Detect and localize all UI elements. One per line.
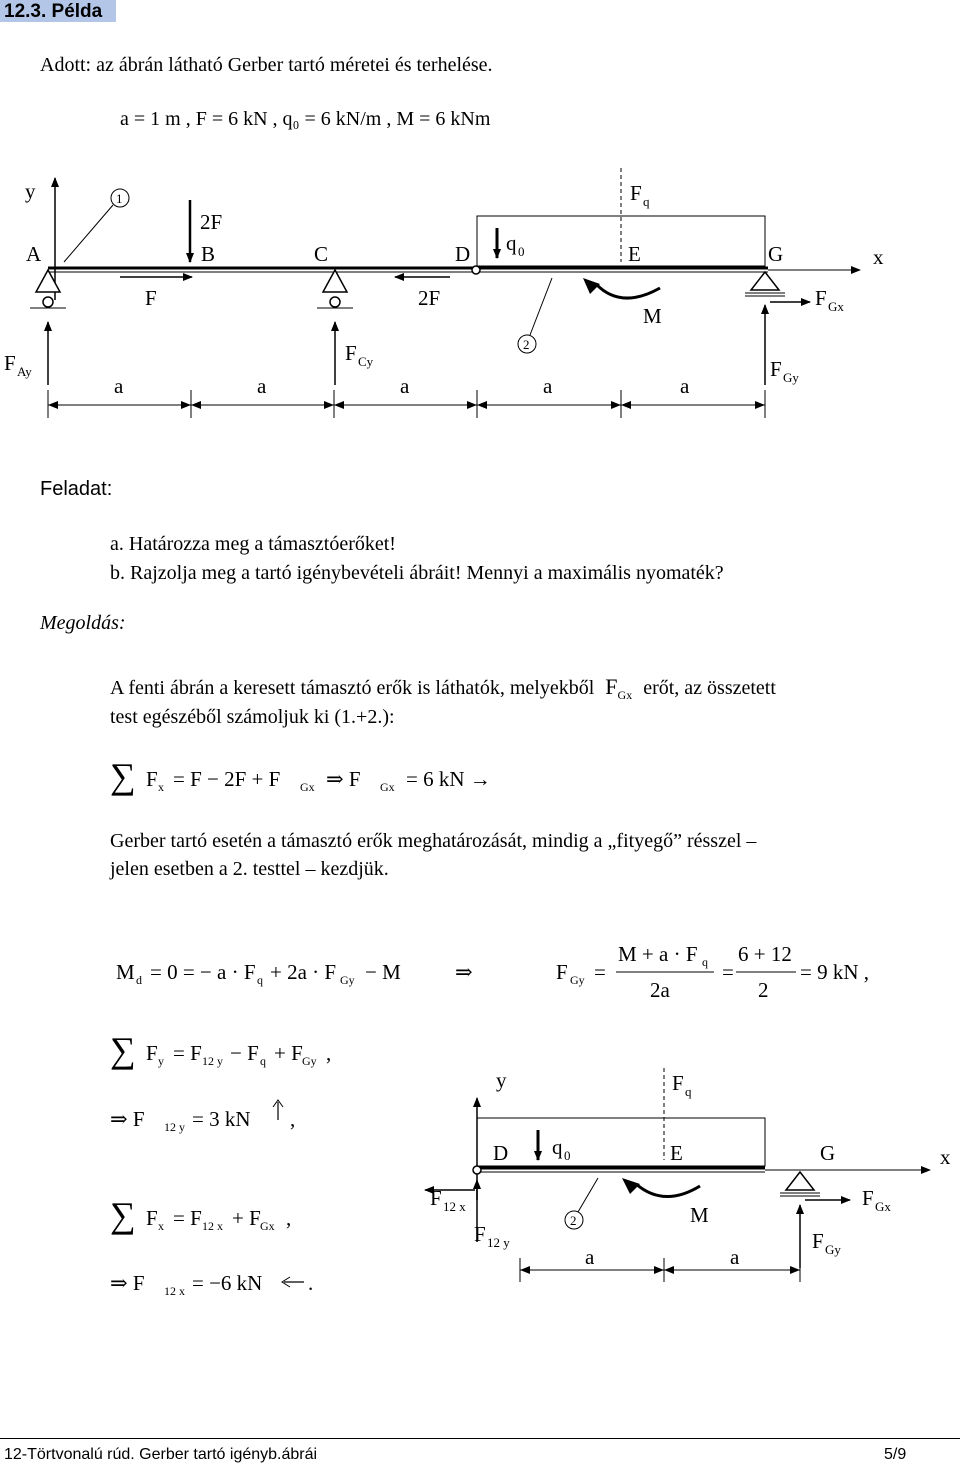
- section-header: [0, 0, 116, 22]
- svg-text:= 0 = − a · F: = 0 = − a · F: [150, 960, 256, 984]
- task-label: Feladat:: [40, 478, 113, 500]
- svg-text:∑: ∑: [110, 756, 136, 796]
- body-2-label: 2: [523, 337, 530, 352]
- d2-dim-a-2: a: [730, 1245, 740, 1269]
- svg-text:Gy: Gy: [340, 973, 355, 987]
- sum-fx-equation: [110, 756, 530, 800]
- svg-text:M + a · F: M + a · F: [618, 942, 698, 966]
- d2-point-e-label: E: [670, 1141, 683, 1165]
- body-2-free-body-diagram: [420, 1060, 960, 1290]
- svg-text:,: ,: [290, 1107, 296, 1131]
- f12x-result: [110, 1262, 340, 1302]
- footer-divider: [0, 1438, 960, 1439]
- svg-text:,: ,: [286, 1206, 292, 1230]
- f12y-result: [110, 1098, 330, 1138]
- d2-f12y-sub: 12 y: [487, 1235, 510, 1250]
- fgy-label: F: [770, 357, 782, 381]
- dim-a-3: a: [400, 374, 410, 398]
- d2-q0-sub: 0: [564, 1148, 571, 1163]
- d2-x-axis-label: x: [940, 1145, 951, 1169]
- svg-text:12 y: 12 y: [164, 1120, 185, 1134]
- dim-a-2: a: [257, 374, 267, 398]
- svg-text:F: F: [556, 960, 568, 984]
- gerber-beam-diagram: [0, 160, 960, 430]
- para1-line1b: erőt, az összetett: [643, 677, 776, 699]
- svg-text:12 x: 12 x: [202, 1219, 223, 1233]
- svg-text:+ F: + F: [274, 1041, 303, 1065]
- given-values: a = 1 m , F = 6 kN , q₀ = 6 kN/m , M = 6 kNm: [120, 108, 491, 130]
- svg-text:+ 2a · F: + 2a · F: [270, 960, 337, 984]
- section-title: 12.3. Példa: [4, 1, 103, 22]
- md-equation: [110, 935, 890, 1005]
- para2-line2: jelen esetben a 2. testtel – kezdjük.: [110, 858, 389, 880]
- svg-text:= 9 kN ,: = 9 kN ,: [800, 960, 870, 984]
- svg-text:x: x: [158, 1219, 164, 1233]
- fgx-sub: Gx: [828, 299, 844, 314]
- fq-label: F: [630, 181, 642, 205]
- svg-text:Gx: Gx: [260, 1219, 275, 1233]
- point-b-label: B: [201, 242, 216, 266]
- d2-fgx-sub: Gx: [875, 1199, 891, 1214]
- d2-f12x-label: F: [430, 1186, 442, 1210]
- fcy-sub: Cy: [358, 354, 374, 369]
- fcy-label: F: [345, 341, 357, 365]
- svg-text:− F: − F: [230, 1041, 259, 1065]
- d2-fgy-label: F: [812, 1229, 824, 1253]
- solution-label: Megoldás:: [40, 612, 126, 634]
- svg-text:12 x: 12 x: [164, 1284, 185, 1298]
- force-f-label: F: [145, 286, 157, 310]
- footer-left: 12-Törtvonalú rúd. Gerber tartó igényb.ábrái: [4, 1446, 318, 1463]
- dim-a-1: a: [114, 374, 124, 398]
- point-a-label: A: [26, 242, 42, 266]
- point-g-label: G: [768, 242, 784, 266]
- body-1-label: 1: [116, 191, 123, 206]
- svg-text:y: y: [158, 1054, 164, 1068]
- task-item-b: b. Rajzolja meg a tartó igénybevételi ábráit! Mennyi a maximális nyomaték?: [110, 562, 724, 584]
- para2-line1: Gerber tartó esetén a támasztó erők meghatározását, mindig a „fityegő” résszel –: [110, 830, 757, 852]
- force-2f-label: 2F: [200, 210, 223, 234]
- fq-sub: q: [643, 194, 650, 209]
- force-2f-bottom-label: 2F: [418, 286, 441, 310]
- point-c-label: C: [314, 242, 329, 266]
- svg-text:+ F: + F: [232, 1206, 261, 1230]
- svg-text:= 3 kN: = 3 kN: [192, 1107, 251, 1131]
- svg-text:= F − 2F + F: = F − 2F + F: [173, 767, 281, 791]
- svg-text:Gy: Gy: [570, 973, 585, 987]
- point-d-label: D: [455, 242, 471, 266]
- svg-text:M: M: [116, 960, 135, 984]
- svg-text:q: q: [702, 955, 708, 969]
- svg-text:q: q: [260, 1054, 266, 1068]
- d2-fgx-label: F: [862, 1186, 874, 1210]
- svg-text:Gy: Gy: [302, 1054, 317, 1068]
- sum-fx2-equation: [110, 1195, 340, 1239]
- q0-sub: 0: [518, 244, 525, 259]
- d2-f12y-label: F: [474, 1222, 486, 1246]
- fgy-sub: Gy: [783, 370, 799, 385]
- svg-text:= F: = F: [173, 1041, 202, 1065]
- svg-text:= F: = F: [173, 1206, 202, 1230]
- d2-point-d-label: D: [493, 1141, 509, 1165]
- svg-text:⇒: ⇒: [455, 960, 473, 984]
- svg-text:F: F: [146, 767, 158, 791]
- svg-text:⇒ F: ⇒ F: [110, 1107, 145, 1131]
- svg-text:= 6 kN →: = 6 kN →: [406, 767, 491, 791]
- svg-text:12 y: 12 y: [202, 1054, 223, 1068]
- d2-q0-label: q: [552, 1135, 563, 1159]
- svg-text:,: ,: [326, 1041, 332, 1065]
- d2-moment-m-label: M: [690, 1203, 709, 1227]
- svg-text:6 + 12: 6 + 12: [738, 942, 792, 966]
- footer-page: 5/9: [884, 1446, 907, 1463]
- x-axis-label: x: [873, 245, 884, 269]
- svg-text:Gx: Gx: [300, 780, 315, 794]
- para1-line1: A fenti ábrán a keresett támasztó erők is láthatók, melyekből $F_{Gx}$ erőt, az összetett: [110, 674, 776, 702]
- svg-text:F: F: [146, 1206, 158, 1230]
- svg-text:∑: ∑: [110, 1195, 136, 1235]
- fgx-label: F: [815, 286, 827, 310]
- d2-point-g-label: G: [820, 1141, 836, 1165]
- svg-text:⇒ F: ⇒ F: [326, 767, 361, 791]
- svg-text:∑: ∑: [110, 1030, 136, 1070]
- point-e-label: E: [628, 242, 641, 266]
- d2-fq-sub: q: [685, 1084, 692, 1099]
- dim-a-5: a: [680, 374, 690, 398]
- fay-sub: Ay: [17, 364, 32, 379]
- d2-fq-label: F: [672, 1071, 684, 1095]
- dim-a-4: a: [543, 374, 553, 398]
- d2-fgy-sub: Gy: [825, 1242, 841, 1257]
- task-item-a: a. Határozza meg a támasztóerőket!: [110, 533, 396, 555]
- d2-f12x-sub: 12 x: [443, 1199, 466, 1214]
- svg-text:Gx: Gx: [380, 780, 395, 794]
- y-axis-label: y: [25, 179, 36, 203]
- svg-text:x: x: [158, 780, 164, 794]
- svg-text:⇒ F: ⇒ F: [110, 1271, 145, 1295]
- d2-dim-a-1: a: [585, 1245, 595, 1269]
- svg-text:q: q: [257, 973, 263, 987]
- svg-text:F: F: [146, 1041, 158, 1065]
- given-intro: Adott: az ábrán látható Gerber tartó méretei és terhelése.: [40, 54, 493, 76]
- fay-label: F: [4, 351, 16, 375]
- para1-line1a: A fenti ábrán a keresett támasztó erők is láthatók, melyekből: [110, 677, 595, 699]
- svg-text:− M: − M: [365, 960, 401, 984]
- q0-label: q: [506, 231, 517, 255]
- sum-fy-equation: [110, 1030, 370, 1074]
- d2-body-2-label: 2: [570, 1213, 577, 1228]
- svg-text:2a: 2a: [650, 978, 670, 1002]
- para1-line2: test egészéből számoljuk ki (1.+2.):: [110, 706, 395, 728]
- svg-text:= −6 kN: = −6 kN: [192, 1271, 263, 1295]
- svg-text:d: d: [136, 973, 142, 987]
- svg-text:=: =: [594, 960, 606, 984]
- svg-text:=: =: [722, 960, 734, 984]
- svg-text:2: 2: [758, 978, 769, 1002]
- svg-text:.: .: [308, 1271, 314, 1295]
- d2-y-axis-label: y: [496, 1068, 507, 1092]
- moment-m-label: M: [643, 304, 662, 328]
